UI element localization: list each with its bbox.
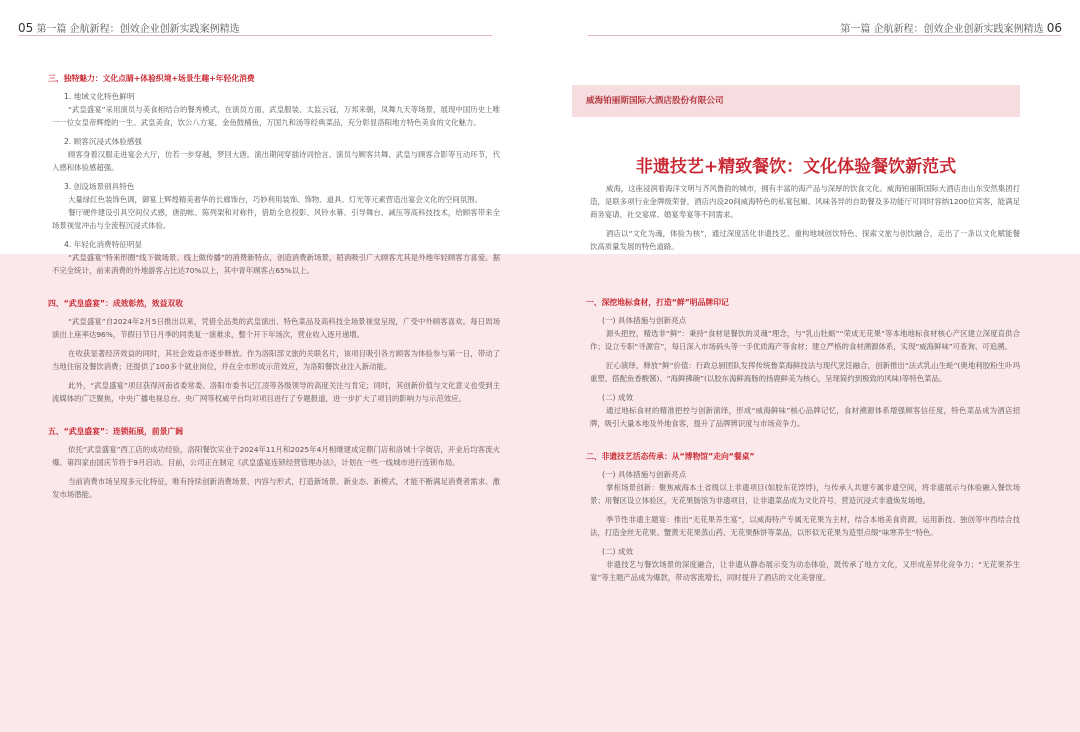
paragraph: 大量绿红色装饰色调，御宴上辉煌精美奢华的长廊饰台，巧妙利用装饰、饰物、道具、灯光等元素营造出宴会文化的空间氛围。: [68, 195, 482, 204]
paragraph: 非遗技艺与餐饮场景的深度融合，让非遗从静态展示变为动态体验，既传承了地方文化，又形成差异化竞争力；“无花果养生宴”等主题产品成为爆款，带动客流增长，同时提升了酒店的文化美誉度。: [590, 560, 1020, 582]
paragraph: 餐厅硬件建设引具空间仪式感，唐韵帐、陈列架和对称件，借助全息投影、风铃水幕、引导舞台、减压等高科技技术，给顾客带来全场景视觉冲击与全流程沉浸式体验。: [52, 208, 500, 230]
section-title: 三、独特魅力：文化点睛+体验织境+场景生趣+年轻化消费: [48, 74, 255, 83]
section-title: 二、非遗技艺活态传承：从“博物馆”走向“餐桌”: [586, 452, 755, 461]
paragraph: 酒店以“文化为魂，体验为核”，通过深度活化非遗技艺、重构地域创饮特色、探索文旅与创饮融合，走出了一条以文化赋能餐饮高质量发展的特色道路。: [590, 229, 1020, 251]
right-page-content: [586, 296, 1020, 584]
company-name-banner: 威海铂丽斯国际大酒店股份有限公司: [572, 85, 1020, 117]
paragraph: “武皇盛宴”特来形圈“线下做场景、线上做传播”的消费新特点，创造消费新场景，陌消吸引广大顾客尤其是外地年轻顾客方喜爱。据不完全统计，前来消费的外地游客占比达70%以上，其中青年顾客占65%以上。: [52, 253, 500, 275]
header-divider: [18, 35, 492, 36]
page-number: 05: [18, 21, 34, 35]
section-title: 五、“武皇盛宴”：连锁拓展，前景广阔: [48, 427, 183, 436]
case-title: 非遗技艺+精致餐饮：文化体验餐饮新范式: [635, 157, 957, 177]
left-page-header: [18, 20, 240, 35]
paragraph: 威海，这座浸润着海洋文明与齐风鲁韵的城市，拥有丰富的海产品与深厚的饮食文化。威海铂丽斯国际大酒店由山东安然集团打造，是联多项行业金牌级荣誉，酒店内设20间威海特色的私宴包厢、风味各异的自助餐及多功能厅可同时容纳1200位宾客，能满足商务宴请、社交宴席、婚宴寿宴等不同需求。: [590, 184, 1020, 219]
subsection-title: (一) 具体措施与创新亮点: [602, 470, 687, 479]
subsection-title: 2. 顾客沉浸式体验感强: [64, 137, 143, 146]
subsection-title: 4. 年轻化消费特征明显: [64, 240, 143, 249]
paragraph: “武皇盛宴”采用演员与美食相结合的餐秀模式，在演员方面，武皇服装、太监云冠，万邦来朝，凤舞九天等场景，展现中国历史上唯一一位女皇帝辉煌的一生。武皇美食，饮公八方宴，金鱼鼓桶鱼，万国九和汤等经典菜品，充分彰显洛阳地方特色美食的文化魅力。: [52, 105, 500, 127]
paragraph: “武皇盛宴”自2024年2月5日推出以来，凭借全品类的武皇演出、特色菜品及高科技全场景视觉呈现，广受中外顾客喜欢。每日周场演出上座率达96%，节假日节日月季的同类复一演难求，整个开下年场次，营业收入逐月递增。: [52, 317, 500, 339]
paragraph: 依托“武皇盛宴”西工店的成功经验，洛阳餐饮实业于2024年11月和2025年4月相继建成定鼎门店和洛城十字街店，开业后均客流火爆。第四家由国庆节将于9月启动。目前，公司正在制定《武皇盛宴连锁经营管理办法》，计划在一些一线城市进行连锁布局。: [52, 445, 500, 467]
subsection-title: (一) 具体措施与创新亮点: [602, 316, 687, 325]
subsection-title: (二) 成效: [602, 393, 634, 402]
right-page-header: [840, 20, 1062, 35]
page-number: 06: [1046, 21, 1062, 35]
paragraph: 季节性非遗主题宴：推出“无花果养生宴”，以威海特产专属无花果为主材，结合本地美食资源，运用新技、独创等中西结合技法，打造金丝无花果、蟹黄无花果蒸山药、无花果酥饼等菜品，以形似无花果为造型点缀“味寒养生”特色。: [590, 515, 1020, 537]
paragraph: 源头把控，精选非“鲜”：秉持“食材是餐饮的灵魂”理念，与“乳山牡蛎”“荣成无花果”等本地地标食材核心产区建立深度直供合作；设立专职“寻源官”，每日深入市场码头等一手优质海产等食材；建立严格的食材溯源体系，实现“威海鲜味”可查询、可追溯。: [590, 329, 1020, 351]
header-divider: [588, 35, 1062, 36]
header-text: 第一篇 企航新程：创效企业创新实践案例精选: [840, 24, 1044, 35]
subsection-title: 1. 地域文化特色鲜明: [64, 92, 135, 101]
section-title: 一、深挖地标食材，打造“鲜”明品牌印记: [586, 298, 729, 307]
paragraph: 通过地标食材的精准把控与创新演绎，形成“威海鲜味”核心品牌记忆，食材溯源体系增强顾客信任度，特色菜品成为酒店招牌，吸引大量本地及外地食客，提升了品牌辨识度与市场竞争力。: [590, 406, 1020, 428]
paragraph: 顾客身着汉服走进宴会大厅，仿若一步穿越，梦回大唐。演出期间穿插诗词拾言、演员与顾客共舞、武皇与顾客合影等互动环节，代入感和体验感超强。: [52, 150, 500, 172]
left-page-content: [48, 72, 500, 501]
subsection-title: (二) 成效: [602, 547, 634, 556]
intro-block: [586, 182, 1020, 253]
paragraph: 匠心演绎，释放“鲜”价值：行政总厨团队发挥传统鲁菜海鲜技法与现代烹饪融合，创新推出“法式乳山生蚝”(奥地利胶粉生卟玛重塑、搭配鱼香酸酱)、“海鲜拂碗”(以胶东海鲜海肠的扬鹿鲜美为核心，呈现简约到极致的风味)等特色菜品。: [590, 361, 1020, 383]
header-text: 第一篇 企航新程：创效企业创新实践案例精选: [36, 24, 240, 35]
section-title: 四、“武皇盛宴”：成效彰然，效益双收: [48, 299, 183, 308]
paragraph: 当前消费市场呈现多元化特征，唯有持续创新消费场景、内容与形式，打造新场景、新业态、新模式，才能不断满足消费者需求、激发市场潜能。: [52, 477, 500, 499]
paragraph: 掌柜场景创新：聚焦威海本土省级以上非遗项目(如胶东花饽饽)，与传承人共建专属非遗空间，将非遗展示与体验融入餐饮场景；用餐区设立体验区，无花果肠馆为非遗项目，让非遗菜品成为文化符号，营造沉浸式非遗焕发场地。: [590, 483, 1020, 505]
subsection-title: 3. 创设场景别具特色: [64, 182, 135, 191]
paragraph: 在收获显著经济效益的同时，其社会效益亦逐步释放。作为洛阳部文旅的关联名片，该项目吸引各方顾客为体验参与第一日，带动了当地住宿及餐饮消费；还提供了100多个就业岗位，并在全市形成示范效应，为洛阳餐饮业注入新动能。: [52, 349, 500, 371]
paragraph: 此外，“武皇盛宴”项目获得河南省委常委、洛阳市委书记江凌等各级领导的高度关注与肯定；同时，其创新价值与文化意义也受到主流媒体的广泛聚焦，中央广播电视总台、央广网等权威平台均对项目进行了专题报道，进一步扩大了项目的影响力与示范效应。: [52, 381, 500, 403]
